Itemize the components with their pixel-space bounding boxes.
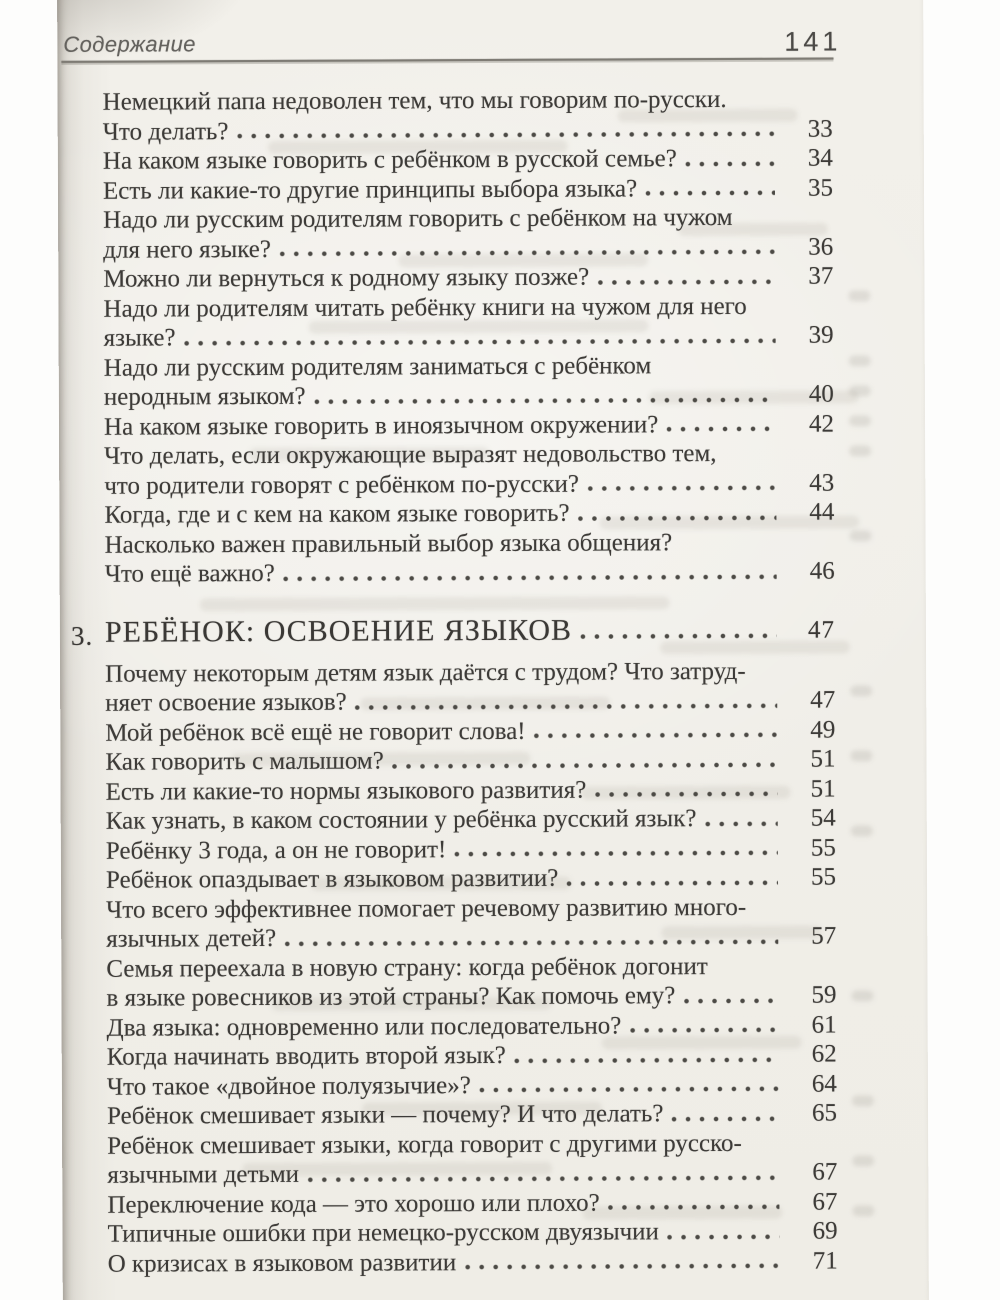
toc-page-number: 67 <box>812 1188 838 1216</box>
toc-page-number: 61 <box>811 1011 837 1039</box>
running-title: Содержание <box>63 31 196 57</box>
dot-leader <box>464 1262 780 1271</box>
toc-section-heading <box>70 610 835 651</box>
page-number: 141 <box>784 26 842 57</box>
toc-page-number: 64 <box>811 1070 837 1098</box>
toc-line <box>106 863 836 896</box>
toc-entry-text: няет освоение языков? <box>105 688 347 717</box>
toc-entry <box>104 439 834 501</box>
dot-leader <box>237 130 775 140</box>
bleedthrough-artifact <box>849 415 871 426</box>
toc-entry <box>107 1128 837 1190</box>
dot-leader <box>392 760 778 770</box>
toc-entry <box>105 715 835 748</box>
bleedthrough-artifact <box>849 355 871 366</box>
toc-page-number: 47 <box>810 686 836 714</box>
toc-page-number: 40 <box>808 380 834 408</box>
toc-entry <box>107 1187 837 1220</box>
toc-page-number: 69 <box>812 1217 838 1245</box>
dot-leader <box>184 336 776 347</box>
toc-entry <box>103 291 833 353</box>
toc-entry-text: Насколько важен правильный выбор языка общения? <box>104 528 673 559</box>
dot-leader <box>314 395 776 405</box>
toc-entry <box>107 1069 837 1102</box>
toc-entry-text: Почему некоторым детям язык даётся с трудом? Что затруд- <box>105 657 746 688</box>
toc-line <box>104 380 834 413</box>
toc-page-number: 57 <box>811 922 837 950</box>
toc-line <box>107 1010 837 1043</box>
toc-line <box>108 1246 838 1279</box>
dot-leader <box>671 1114 779 1122</box>
toc-entry <box>103 203 833 265</box>
toc-entry <box>103 262 833 295</box>
toc-line <box>107 1040 837 1073</box>
toc-entry <box>103 144 833 177</box>
toc-entry-text: язычных детей? <box>106 924 277 953</box>
toc-entry-text: Когда, где и с кем на каком языке говорить? <box>104 499 570 529</box>
toc-line <box>107 1158 837 1191</box>
toc-entry <box>106 833 836 866</box>
dot-leader <box>704 819 777 827</box>
toc-line <box>105 656 835 689</box>
toc-entry <box>104 350 834 412</box>
toc-page-number: 67 <box>812 1158 838 1186</box>
section-title: РЕБЁНОК: ОСВОЕНИЕ ЯЗЫКОВ <box>104 613 573 649</box>
toc-entry <box>105 745 835 778</box>
toc-page-number: 55 <box>810 834 836 862</box>
toc-entry <box>107 1099 837 1132</box>
toc-entry-text: О кризисах в языковом развитии <box>107 1248 457 1278</box>
toc-entry <box>107 1010 837 1043</box>
toc-line <box>103 144 833 177</box>
toc-line <box>106 774 836 807</box>
toc-entry-text: для него языке? <box>103 235 272 264</box>
dot-leader <box>454 849 778 858</box>
toc-page-number: 51 <box>810 745 836 773</box>
bleedthrough-artifact <box>849 385 871 396</box>
toc-page-number: 59 <box>811 981 837 1009</box>
toc-entry-text: Что делать? <box>102 117 229 146</box>
toc-line <box>106 922 836 955</box>
toc-page-number: 33 <box>807 115 833 143</box>
toc-line <box>104 468 834 501</box>
dot-leader <box>279 248 775 258</box>
bleedthrough-artifact <box>852 1205 874 1216</box>
toc-page-number: 36 <box>808 233 834 261</box>
toc-entry-text: Как говорить с малышом? <box>105 747 384 776</box>
dot-leader <box>608 1203 780 1212</box>
toc-line <box>106 833 836 866</box>
toc-entry <box>104 409 834 442</box>
toc-entry <box>106 774 836 807</box>
toc-entry-text: Что такое «двойное полуязычие»? <box>106 1071 471 1101</box>
toc-entry <box>108 1246 838 1279</box>
toc-entry-text: Ребёнок опаздывает в языковом развитии? <box>105 864 559 894</box>
toc-entry-text: язычными детьми <box>107 1160 300 1189</box>
dot-leader <box>307 1173 779 1183</box>
toc-page-number: 54 <box>810 804 836 832</box>
page-header <box>63 26 841 59</box>
toc-line <box>103 262 833 295</box>
toc-entry <box>107 1217 837 1250</box>
bleedthrough-artifact <box>849 530 871 541</box>
toc-entry-text: Ребёнок смешивает языки, когда говорит с другими русско- <box>107 1129 742 1160</box>
toc-page-number: 62 <box>811 1040 837 1068</box>
toc-line <box>107 1187 837 1220</box>
dot-leader <box>580 631 777 640</box>
toc-entry-text: Немецкий папа недоволен тем, что мы говорим по-русски. <box>102 85 727 116</box>
toc-entry <box>106 804 836 837</box>
bleedthrough-artifact <box>851 990 873 1001</box>
toc-entry-text: Семья переехала в новую страну: когда ребёнок догонит <box>106 952 708 983</box>
table-of-contents <box>70 85 838 1279</box>
toc-page-number: 55 <box>810 863 837 891</box>
toc-line <box>107 1099 837 1132</box>
toc-entry-text: Надо ли родителям читать ребёнку книги на чужом для него <box>103 292 747 323</box>
toc-entry <box>104 498 834 531</box>
toc-line <box>105 686 835 719</box>
dot-leader <box>578 513 777 522</box>
toc-page-number: 71 <box>812 1247 838 1275</box>
dot-leader <box>284 937 778 947</box>
toc-entry-text: Надо ли русским родителям заниматься с ребёнком <box>103 351 652 382</box>
toc-entry-text: Типичные ошибки при немецко-русском двуязычии <box>107 1218 659 1248</box>
dot-leader <box>683 996 778 1004</box>
toc-line <box>103 291 833 324</box>
toc-page-number: 44 <box>809 498 835 526</box>
section-heading-row <box>105 610 835 651</box>
toc-entry <box>105 656 835 718</box>
toc-line <box>103 203 833 236</box>
toc-section-2-entries <box>103 85 835 590</box>
toc-entry-text: что родители говорят с ребёнком по-русски? <box>104 470 580 500</box>
toc-entry <box>106 951 836 1013</box>
toc-entry-text: Что делать, если окружающие выразят недовольство тем, <box>104 440 717 470</box>
toc-entry-text: в языке ровесников из этой страны? Как помочь ему? <box>106 982 676 1012</box>
toc-page-number: 43 <box>809 469 835 497</box>
toc-line <box>103 173 833 206</box>
toc-entry <box>104 527 834 589</box>
bleedthrough-artifact <box>850 750 872 761</box>
toc-entry-text: Ребёнку 3 года, а он не говорит! <box>105 835 447 865</box>
toc-entry-text: Надо ли русским родителям говорить с ребёнком на чужом <box>103 203 733 234</box>
toc-line <box>107 1217 837 1250</box>
toc-entry <box>107 1040 837 1073</box>
dot-leader <box>587 484 776 493</box>
dot-leader <box>666 425 776 433</box>
toc-entry-text: Ребёнок смешивает языки — почему? И что делать? <box>106 1100 664 1130</box>
bleedthrough-artifact <box>849 445 871 456</box>
toc-line <box>106 951 836 984</box>
dot-leader <box>685 159 775 167</box>
book-page <box>57 0 929 1300</box>
dot-leader <box>566 878 778 887</box>
dot-leader <box>355 701 778 711</box>
toc-entry <box>106 863 836 896</box>
toc-line <box>107 1128 837 1161</box>
toc-line <box>103 114 833 147</box>
dot-leader <box>514 1055 779 1064</box>
dot-leader <box>594 790 777 799</box>
toc-line <box>104 350 834 383</box>
dot-leader <box>479 1085 779 1094</box>
toc-page-number: 34 <box>807 144 833 172</box>
toc-line <box>104 527 834 560</box>
toc-entry-text: Два языка: одновременно или последовательно? <box>106 1011 622 1042</box>
toc-line <box>106 892 836 925</box>
toc-line <box>104 409 834 442</box>
toc-page-number: 47 <box>807 616 835 644</box>
toc-line <box>103 232 833 265</box>
toc-line <box>105 745 835 778</box>
toc-page-number: 46 <box>809 557 835 585</box>
toc-entry-text: Что всего эффективнее помогает речевому развитию много- <box>106 893 747 924</box>
toc-page-number: 49 <box>810 716 836 744</box>
bleedthrough-artifact <box>850 685 872 696</box>
toc-page-number: 39 <box>808 321 834 349</box>
toc-line <box>104 321 834 354</box>
dot-leader <box>283 572 777 582</box>
toc-entry-text: Когда начинать вводить второй язык? <box>106 1041 506 1071</box>
toc-line <box>104 439 834 472</box>
toc-entry-text: Можно ли вернуться к родному языку позже? <box>103 263 590 293</box>
dot-leader <box>667 1232 780 1240</box>
toc-entry-text: Есть ли какие-то нормы языкового развития? <box>105 776 587 806</box>
toc-entry-text: Как узнать, в каком состоянии у ребёнка русский язык? <box>105 805 697 835</box>
toc-entry <box>103 173 833 206</box>
toc-page-number: 42 <box>808 410 835 438</box>
toc-page-number: 51 <box>810 775 836 803</box>
bleedthrough-artifact <box>848 290 870 301</box>
toc-entry <box>106 892 836 954</box>
toc-page-number: 35 <box>807 174 834 202</box>
toc-line <box>105 557 835 590</box>
toc-entry-text: Что ещё важно? <box>104 559 275 588</box>
dot-leader <box>645 189 775 198</box>
toc-entry-text: Есть ли какие-то другие принципы выбора языка? <box>102 174 638 205</box>
toc-entry-text: Переключение кода — это хорошо или плохо? <box>107 1189 600 1219</box>
toc-line <box>106 804 836 837</box>
toc-entry-text: языке? <box>103 324 176 352</box>
toc-entry-text: На каком языке говорить в иноязычном окружении? <box>103 410 659 441</box>
toc-line <box>105 715 835 748</box>
toc-page-number: 65 <box>811 1099 838 1127</box>
toc-section-3-entries <box>105 656 838 1279</box>
toc-entry-text: неродным языком? <box>103 382 306 411</box>
toc-line <box>107 1069 837 1102</box>
dot-leader <box>597 277 775 286</box>
toc-entry <box>103 85 833 147</box>
bleedthrough-artifact <box>852 1155 874 1166</box>
section-number: 3. <box>70 620 94 651</box>
dot-leader <box>534 731 778 740</box>
toc-entry-text: Мой ребёнок всё ещё не говорит слова! <box>105 717 526 747</box>
toc-entry-text: На каком языке говорить с ребёнком в русской семье? <box>102 145 677 175</box>
toc-page-number: 37 <box>808 262 834 290</box>
dot-leader <box>629 1026 778 1035</box>
toc-line <box>103 85 833 118</box>
toc-line <box>104 498 834 531</box>
bleedthrough-artifact <box>851 825 873 836</box>
bleedthrough-artifact <box>852 1095 874 1106</box>
toc-line <box>106 981 836 1014</box>
